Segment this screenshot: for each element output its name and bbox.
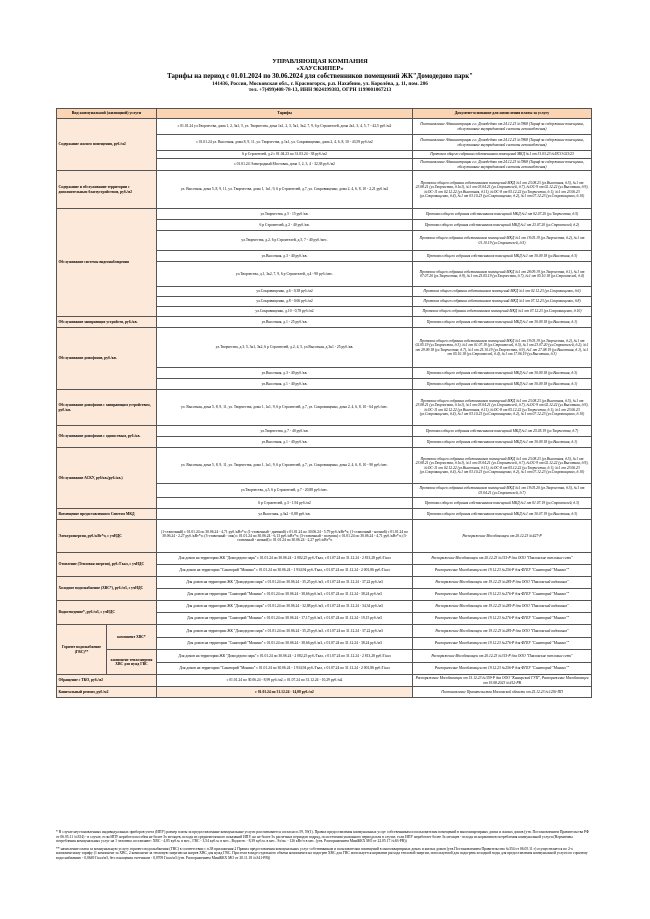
hot-water-label: Горячее водоснабжение (ГВС)**: [57, 625, 107, 674]
service-intercoms-locking: Обслуживание домофонов с запирающим устройством, руб./кв.: [57, 390, 157, 426]
tariff-cell: Для домов на территории ЖК "Домодедово парк" с 01.01.24 по 30.06.24 - 32,88 руб./м3, с 01.07.24 по 31.12.24 - 34,34 руб./м3: [157, 601, 413, 613]
column-header-basis: Документ-основание для начисления платы за услугу: [413, 109, 592, 119]
basis-cell: Протокол общего собрания собственников помещений МКД №1 от 01.07.19 (ул.Строителей, д.3): [413, 498, 592, 509]
footnote-1: * В случае неустановленных индивидуальных приборов учета (ИПУ) размер платы за предоставленные коммунальные услуги рассчитывается согласно п.59, 59(1). Правил предоставления коммунальных услуг собственникам и пользователям помещений в многоквартирных домах и жилых домов (утв. Постановлением Правительства РФ от 06.05.11 №354) - в случае, если ИПУ неработоспособен не более 3х месяцев, исходя из среднемесячного показаний ИПУ, но не более 3х расчетных периодов подряд, по истечении указанного периода или в случае, если ИПУ неработает более 3х месяцев - исходя из нормативов потребления коммунальной услуги (Нормативы потребления коммунальных услуг на 1 человека составляют: ХВС - 4,85 куб.м. в мес., ГВС - 3,54 куб.м. в мес., Водоотв. - 8,39 куб.м. в мес. Эл/эн. - 126 кВт/ч в мес. (утв. Распоряжением МинЖКХ МО от 22.05.17 №63-РВ)): [56, 830, 589, 843]
tariff-cell: с 01.01.24 по 31.12.24 - 14,08 руб./м2: [157, 687, 413, 698]
service-intercoms-single-axis: Обслуживание домофонов с одноосевым, руб./кв.: [57, 426, 157, 448]
service-video-surveillance: Обслуживание системы видеонаблюдения: [57, 209, 157, 317]
table-row: [57, 601, 592, 613]
tariff-cell: Для домов на территории "Санаторий "Монино" с 01.01.24 по 30.06.24 - 38,66 руб./м3, с 01.07.24 по 31.12.24 - 38,24 руб./м3: [157, 637, 413, 650]
service-drainage: Водоотведение*, руб./м3, с учНДС: [57, 601, 157, 625]
service-territory-maintenance: Содержание и обслуживание территории с дополнительным благоустройством, руб./м2: [57, 171, 157, 209]
service-heating: Отопление (Тепловая энергия), руб./Гкал, с учНДС: [57, 553, 157, 577]
table-row: [57, 328, 592, 368]
basis-cell: Протокол общего собрания собственников помещений МКД №1 от 23.07.20 (ул.Строителей, д.2): [413, 220, 592, 231]
basis-cell: Распоряжение Мособлкомцен от 20.12.23 №315-Р для ООО "Павловские тепловые сети": [413, 650, 592, 663]
document-header: [60, 58, 580, 94]
tariff-cell: 6 р Строителей, д.2 - 40 руб./кв.: [157, 220, 413, 231]
tariff-cell: ул.Сокровищенко, д.8 - 0,66 руб./м2: [157, 297, 413, 307]
table-row: [57, 520, 592, 553]
basis-cell: Протокол общего собрания собственников помещений МКД №1 от 07.12.23 (ул.Сокровищенко, д.8): [413, 297, 592, 307]
service-intercoms: Обслуживание домофонов, руб./кв.: [57, 328, 157, 390]
tariff-cell: Для домов на территории ЖК "Домодедово парк" с 01.01.24 по 30.06.24 - 35,25 руб./м3, с 01.07.24 по 31.12.24 - 37,22 руб./м3: [157, 577, 413, 589]
basis-cell: Распоряжение Мособлкомцен от 19.12.23 №276-Р для ФГБУ "Санаторий "Монино"": [413, 589, 592, 601]
tariff-cell: ул. Высотная, дома 5, 8, 9, 11, ул. Творчества, дома 1, 1к1, 9, 6 р Строителей, д.7, ул. Сокровищенко, дома 2, 4, 6, 8, 10 - 64 руб./мес.: [157, 390, 413, 426]
tariff-cell: Для домов на территории ЖК "Домодедово парк" с 01.01.24 по 30.06.24 - 35,25 руб./м3, с 01.07.24 по 31.12.24 - 37,22 руб./м3: [157, 625, 413, 638]
basis-cell: Постановление Правительства Московской области от 25.12.23 №1236-ПП: [413, 687, 592, 698]
basis-cell: Протокол общего собрания собственников помещений МКД №1 от 19.05.20 (ул.Творчества, д.5), №1 от 03.04.21 (ул.Строителей, д.7): [413, 484, 592, 498]
table-row: [57, 426, 592, 437]
service-council-compensation: Возмещение предоставленного Советом МКД: [57, 509, 157, 520]
service-electricity: Электроэнергия, руб./кВт*ч, с учНДС: [57, 520, 157, 553]
service-housing-maintenance: Содержание жилого помещения, руб./м2: [57, 119, 157, 171]
footnotes: [56, 830, 591, 863]
basis-cell: Протокол общего собрания собственников помещений МКД №1 от 19.05.19 (ул.Творчества, д.2), №1 от 01.10.19 (ул.Строителей, д.5): [413, 231, 592, 251]
tariff-cell: с 01.01.24 по 30.06.24 - 8,99 руб./м2, с 01.07.24 по 31.12.24 - 10,29 руб./м2: [157, 675, 413, 687]
service-locking-devices: Обслуживание запирающих устройств, руб./кв.: [57, 317, 157, 328]
table-row: [57, 509, 592, 520]
tariff-cell: ул.Высотная, д.3 - 40 руб./кв.: [157, 251, 413, 262]
table-header-row: [57, 109, 592, 119]
tariff-cell: ул.Творчества, д.5 - 15 руб./кв.: [157, 209, 413, 220]
table-row: [57, 687, 592, 698]
tariff-cell: Для домов на территории ЖК "Домодедово парк" с 01.01.24 по 30.06.24 - 2 082,25 руб./Гкал, с 01.07.24 по 31.12.24 - 2 813,28 руб./Гкал: [157, 553, 413, 565]
column-header-tariff: Тарифы: [157, 109, 413, 119]
tariff-cell: Для домов на территории "Санаторий "Монино" с 01.01.24 по 30.06.24 - 17,17 руб./м3, с 01.07.24 по 31.12.24 - 19,15 руб./м3: [157, 613, 413, 625]
tariff-cell: с 01.01.24 ул.Творчества, дома 1, 2, 3к1, 5, ул. Творчества, дома 1к1, 2, 3, 5к1, 3к2, 7, 9, 6 р Строителей, дома 2к1, 3, 4, 5, 7 - 42,5 руб./м2: [157, 119, 413, 135]
basis-cell: Постановление Администрации г.о. Домодедово от 24.12.23 №7868 (Тариф за содержание помещения, обслуживание внутридомовой системы газоснабжения): [413, 135, 592, 151]
tariff-cell: ул.Творчества, д.7 - 40 руб./кв.: [157, 426, 413, 437]
table-row: [57, 317, 592, 328]
basis-cell: Протокол общего собрания собственников помещений МКД №1 от 02.07.20 (ул.Творчества, д.5): [413, 209, 592, 220]
table-row: [57, 448, 592, 484]
company-contacts: тел. +7(499)408-78-13, ИНН 9024199383, ОГРН 1199001067213: [248, 87, 392, 94]
basis-cell: Распоряжение Мособлкомцен от 19.12.23 №256-Р для ФГБУ "Санаторий "Монино"": [413, 662, 592, 675]
basis-cell: Распоряжение Мособлкомцен от 19.12.23 №285-Р для ООО "Павловский водоканал": [413, 577, 592, 589]
basis-cell: Протокол общего собрания собственников помещений МКД №1 от 02.12.23 (ул.Сокровищенко, д.6): [413, 287, 592, 297]
tariff-cell: ул.Творчества, д.1, 3к2, 7, 9, 6 р Строителей, д.4 - 90 руб./мес.: [157, 262, 413, 287]
tariff-cell: ул.Сокровищенко, д.10 - 0,78 руб./м2: [157, 307, 413, 317]
basis-cell: Постановление Администрации г.о. Домодедово от 24.12.23 №7868 (Тариф за содержание помещения, обслуживание внутридомовой системы газоснабжения): [413, 119, 592, 135]
basis-cell: Протокол общего собрания собственников помещений МКД №1 от 23.08.23 (ул.Высотная, д.5), №1 от 23.08.21 (ул.Творчества, д.1к1), №1 от 03.04.21 (ул.Строителей, д.7), №ОС-9 от 02.12.22 (ул.Высотная, д.9), №ОС-11 от 02.12.22 (ул.Высотная, д.11), №ОС-8 от 05.12.22 (ул.Творчества, д.1), №1 от 23.06.23 (ул.Сокровищенко, д.4), №1 от 03.10.23 (ул.Сокровищенко, д.2), №1 от 07.12.23 (ул.Сокровищенко, д.10): [413, 390, 592, 426]
tariff-cell: ул.Высотная, д.1 - 40 руб./кв.: [157, 379, 413, 390]
tariff-cell: 6 р Строителей, д.3 - 1,94 руб./м2: [157, 498, 413, 509]
hot-water-component-cold: компонент ХВС*: [107, 625, 157, 650]
tariff-cell: ул.Творчества, д.5, 6 р Строителей, д.7 - 20,88 руб./мес.: [157, 484, 413, 498]
basis-cell: Распоряжение Мособлкомцен от 15.12.23 №359-Р для ООО "Каширский ГУП", Распоряжение Мособлкомцен от 19.08.2023 №412-РВ: [413, 675, 592, 687]
tariff-cell: Для домов на территории "Санаторий "Монино" с 01.01.24 по 30.06.24 - 1 934,94 руб./Гкал, с 01.07.24 по 31.12.24 - 2 001,86 руб./Гкал: [157, 662, 413, 675]
tariff-cell: Для домов на территории "Санаторий "Монино" с 01.01.24 по 30.06.24 - 38,66 руб./м3, с 01.07.24 по 31.12.24 - 38,24 руб./м3: [157, 589, 413, 601]
tariff-cell: ул.Творчества, д.2, 6 р Строителей, д.5, 7 - 40 руб./мес.: [157, 231, 413, 251]
basis-cell: Протокол общего собрания собственников помещений МКД №1 от 07.12.23 (ул.Сокровищенко, д.10): [413, 307, 592, 317]
tariff-table: [56, 108, 592, 698]
company-name: «ХАУСКИПЕР»: [296, 65, 344, 73]
basis-cell: Протокол общего собрания собственников помещений МКД №1 от 23.08.23 (ул.Высотная, д.5), №1 от 23.08.21 (ул.Творчества, д.1к1), №1 от 03.04.21 (ул.Строителей, д.7), №ОС-9 от 02.12.22 (ул.Высотная, д.9), №ОС-11 от 02.12.22 (ул.Высотная, д.11), №ОС-8 от 05.12.22 (ул.Творчества, д.1), №1 от 23.06.23 (ул.Сокровищенко, д.4), №1 от 03.10.23 (ул.Сокровищенко, д.2), №1 от 07.12.23 (ул.Сокровищенко, д.10): [413, 171, 592, 209]
basis-cell: Протокол общего собрания собственников помещений МКД №1 от 19.05.19 (ул.Творчества, д.2), №1 от 02.05.19 (ул.Творчества, д.3), №1 от 01.07.19 (ул.Строителей, д.5), №1 от 23.07.20 (ул.Строителей, д.2), №1 от 29.09.18 (ул.Творчества, д.7), №1 от 25.10.19 (ул.Творчества, д.9), №1 от 27.08.19 (ул.Высотная, д.1), №1 от 05.10.18 (ул.Строителей, д.4), №1 от 17.06.19 (ул.Высотная, д.3): [413, 328, 592, 368]
basis-cell: Протокол общего собрания собственников помещений МКД №1 от 31.03.23 №ПСО 023/23: [413, 151, 592, 159]
basis-cell: Протокол общего собрания собственников помещений МКД №1 от 23.08.23 (ул.Высотная, д.5), №1 от 23.08.21 (ул.Творчества, д.1к1), №1 от 03.04.21 (ул.Строителей, д.7), №ОС-9 от 02.12.22 (ул.Высотная, д.9), №ОС-11 от 02.12.22 (ул.Высотная, д.11), №ОС-8 от 05.12.22 (ул.Творчества, д.1), №1 от 23.06.23 (ул.Сокровищенко, д.4), №1 от 03.10.23 (ул.Сокровищенко, д.2), №1 от 07.12.23 (ул.Сокровищенко, д.10): [413, 448, 592, 484]
service-cold-water: Холодное водоснабжение (ХВС*), руб./м3, с учНДС: [57, 577, 157, 601]
tariff-cell: ул.Сокровищенко, д.6 - 0,38 руб./м2: [157, 287, 413, 297]
column-header-service: Вид коммунальной (жилищной) услуги: [57, 109, 157, 119]
service-capital-repair: Капитальный ремонт, руб./м2: [57, 687, 157, 698]
hot-water-subtable: [57, 625, 156, 674]
tariff-cell: Для домов на территории ЖК "Домодедово парк" с 01.01.24 по 30.06.24 - 2 082,25 руб./Гкал, с 01.07.24 по 31.12.24 - 2 813,28 руб./Гкал: [157, 650, 413, 663]
tariff-cell: ул.Высотная, д.3 - 40 руб./кв.: [157, 368, 413, 379]
basis-cell: Протокол общего собрания собственников помещений МКД №1 от 30.09.18 (ул.Высотная, д.3): [413, 251, 592, 262]
hot-water-component-heat: компонент теплоэнергия ХВС для нужд ГВС: [110, 657, 153, 666]
table-row: [57, 209, 592, 220]
basis-cell: Распоряжение Мособлкомцен от 20.12.23 №315-Р для ООО "Павловские тепловые сети": [413, 553, 592, 565]
service-hot-water: [57, 625, 157, 675]
tariff-cell: Для домов на территории "Санаторий "Монино" с 01.01.24 по 30.06.24 - 1 934,94 руб./Гкал, с 01.07.24 по 31.12.24 - 2 001,86 руб./Гкал: [157, 565, 413, 577]
document-title: Тарифы на период с 01.01.2024 по 30.06.2024 для собственников помещений ЖК"Домодедово парк": [167, 72, 473, 80]
basis-cell: Протокол общего собрания собственников помещений МКД №1 от 30.09.18 (ул.Высотная, д.1): [413, 437, 592, 448]
tariff-cell: 6 р Строителей, д.2 с 01.04.23 по 31.03.24 - 38 руб./м2: [157, 151, 413, 159]
basis-cell: Протокол общего собрания собственников помещений МКД №1 от 28.09.19 (ул.Творчества, д.1), №1 от 07.07.20 (ул.Творчества, д.9), №1 от 25.05.19 (ул.Творчества, д.7), №1 от 05.10.18 (ул.Строителей, д.4): [413, 262, 592, 287]
tariff-cell: ул.Высотная, д.1 - 40 руб./кв.: [157, 437, 413, 448]
basis-cell: Протокол общего собрания собственников помещений МКД №1 от 30.09.18 (ул.Высотная, д.1): [413, 379, 592, 390]
table-row: [57, 553, 592, 565]
table-row: [57, 577, 592, 589]
basis-cell: Распоряжение Мособлкомцен от 19.12.23 №276-Р для ФГБУ "Санаторий "Монино"": [413, 613, 592, 625]
table-row: [57, 675, 592, 687]
table-row: [57, 171, 592, 209]
basis-cell: Протокол общего собрания собственников помещений МКД №1 от 30.09.18 (ул.Высотная, д.3): [413, 368, 592, 379]
table-row: [57, 625, 592, 638]
basis-cell: Распоряжение Мособлкомцен от 19.12.23 №256-Р для ФГБУ "Санаторий "Монино"": [413, 565, 592, 577]
tariff-cell: ул. Высотная, дома 5, 8, 9, 11, ул. Творчества, дома 1, 1к1, 9, 6 р Строителей, д.7, ул. Сокровищенко, дома 2, 4, 6, 8, 10 - 90 руб./мес.: [157, 448, 413, 484]
basis-cell: Распоряжение Мособлкомцен от 19.12.23 №285-Р для ООО "Павловский водоканал": [413, 625, 592, 638]
company-address: 141436, Россия, Московская обл., г. Красногорск, р.п. Нахабино, ул. Королёва, д. 11, пом. 286: [212, 80, 428, 87]
tariff-cell: ул.Творчества, д.3, 5, 3к1, 3к2, 6 р Строителей, д.2, 4, 5, ул.Высотная, д.3к1 - 25 руб./кв.: [157, 328, 413, 368]
tariff-cell: с 01.01.24 ул. Высотная, дома 8, 9, 11, ул. Творчества, д.1к1, ул. Сокровищенко, дома 2, 4, 6, 8, 10 - 43,59 руб./м2: [157, 135, 413, 151]
tariff-cell: ул.Высотная, д.3к2 - 0,88 руб./кв.: [157, 509, 413, 520]
tariff-cell: ул.Высотная, д.1 - 25 руб./кв.: [157, 317, 413, 328]
basis-cell: Распоряжение Мособлкомцен от 19.12.23 №276-Р для ФГБУ "Санаторий "Монино"": [413, 637, 592, 650]
service-waste: Обращение с ТКО, руб./м2: [57, 675, 157, 687]
tariff-cell: с 01.01.24 Электродный Мостовая, дома 1, 2, 3, 4 - 32,38 руб./м2: [157, 159, 413, 171]
basis-cell: Постановление Администрации г.о. Домодедово от 24.12.23 №7868 (Тариф за содержание помещения, обслуживание внутридомовой системы газоснабжения): [413, 159, 592, 171]
footnote-2: ** начисление платы за коммунальную услугу горячего водоснабжения (ГВС) в соответствии с п.38 приложения 2 Правил предоставления коммунальных услуг собственникам и пользователям помещений в многоквартирных домах и жилых домов (утв.Постановлением Правительства №354 от 06.05.11 г) осуществляется по 2-х компонентному тарифу (1 компонент за ХВС, 2 компонент за тепловую энергию на нагрев ХВС для нужд ГВС. При этом в виде отдельного объема компонента на подогрев ХВС для ГВС используется норматив расхода тепловой энергии, используемой для подогрева холодной воды для предоставления коммунальной услуги по горячему водоснабжению - 0,0649 Гкал/м3, без оснащения счетчиком - 0,0709 Гкал/м3 (утв. Распоряжением МинЖКХ МО от 20.11.18 №341-РВ)): [56, 846, 588, 860]
service-asku: Обслуживание АСКУ, руб/кв.(руб./кв.): [57, 448, 157, 509]
company-type: УПРАВЛЯЮЩАЯ КОМПАНИЯ: [272, 58, 368, 65]
tariff-cell: ул. Высотная, дома 5, 8, 9, 11, ул. Творчества, дома 1, 1к1, 9, 6 р Строителей, д.7, ул. Сокровищенко, дома 2, 4, 6, 8, 10 - 2,21 руб./м2: [157, 171, 413, 209]
tariff-cell: (1-ставочный) с 01.01.24 по 30.06.24 - 4,71 руб./кВт*ч; (1-ставочный - дневной) с 01.01.24 по 30.06.24 - 5,79 руб./кВт*ч; (1-ставочный - ночной) с 01.01.24 по 30.06.24 - 2,27 руб./кВт*ч; (3-ставочный - пик) с 01.01.24 по 30.06.24 - 6,13 руб./кВт*ч; (3-ставочный - полупик) с 01.01.24 по 30.06.24 - 4,71 руб./кВт*ч; (3-ставочный - ночной) с 01.01.24 по 30.06.24 - 2,27 руб./кВт*ч: [157, 520, 413, 553]
basis-cell: Распоряжение Мособлкомцен от 19.12.23 №285-Р для ООО "Павловский водоканал": [413, 601, 592, 613]
basis-cell: Протокол общего собрания собственников помещений МКД №1 от 30.09.18 (ул.Высотная, д.1): [413, 317, 592, 328]
table-row: [57, 119, 592, 135]
basis-cell: Протокол общего собрания собственников помещений МКД №1 от 30.07.19 (ул.Высотная, д.3): [413, 509, 592, 520]
table-row: [57, 390, 592, 426]
basis-cell: Протокол общего собрания собственников помещений МКД №1 от 25.05.19 (ул.Творчества, д.7): [413, 426, 592, 437]
basis-cell: Распоряжение Мособлкомцен от 20.12.23 №427-Р: [413, 520, 592, 553]
